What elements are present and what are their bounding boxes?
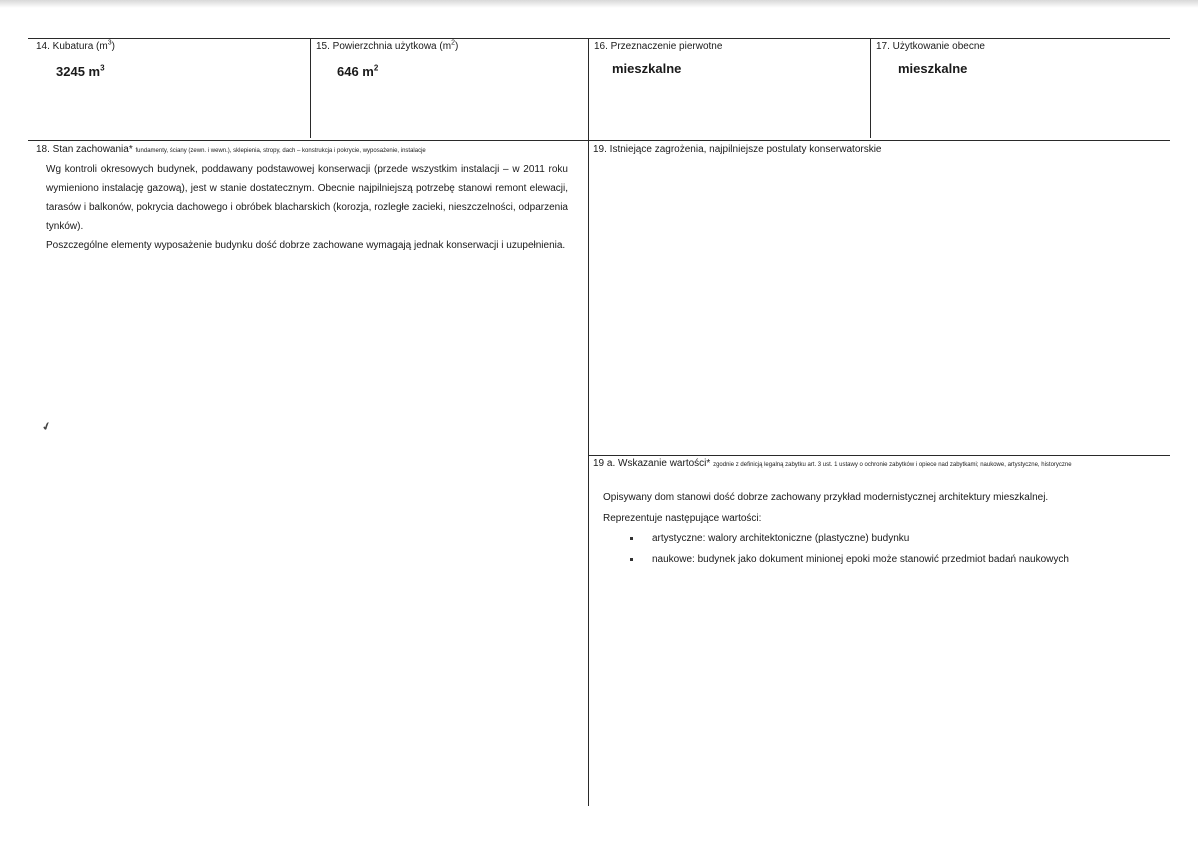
- divider-15-16: [588, 38, 589, 806]
- top-border: [28, 38, 1170, 39]
- field-16-value: mieszkalne: [612, 61, 682, 76]
- field-18-label: 18. Stan zachowania* fundamenty, ściany (zewn. i wewn.), sklepienia, stropy, dach – konstrukcja i pokrycie, wyposażenie, instalacje: [36, 144, 426, 155]
- field-16-label: 16. Przeznaczenie pierwotne: [594, 41, 723, 52]
- list-item: artystyczne: walory architektoniczne (plastyczne) budynku: [630, 528, 1069, 549]
- field-18-paragraph-1: Wg kontroli okresowych budynek, poddawany podstawowej konserwacji (przede wszystkim instalacji – w 2011 roku wymieniono instalację gazową), jest w stanie dostatecznym. Obecnie najpilniejszą potrzebę stanowi remont elewacji, tarasów i balkonów, pokrycia dachowego i obróbek blacharskich (korozja, rozległe zacieki, nieszczelności, odparzenia tynków).: [46, 164, 568, 232]
- field-18-paragraph-2: Poszczególne elementy wyposażenie budynku dość dobrze zachowane wymagają jednak konserwacji i uzupełnienia.: [46, 240, 566, 251]
- field-17-label: 17. Użytkowanie obecne: [876, 41, 985, 52]
- field-19a-label: 19 a. Wskazanie wartości* zgodnie z definicją legalną zabytku art. 3 ust. 1 ustawy o ochronie zabytków i opiece nad zabytkami; naukowe, artystyczne, historyczne: [593, 458, 1072, 469]
- field-19a-text: [603, 487, 1143, 529]
- row-divider: [28, 140, 1170, 141]
- field-15-value: 646 $m^2$: [337, 63, 379, 79]
- values-list: [630, 528, 1069, 570]
- divider-16-17: [870, 38, 871, 138]
- stray-mark: ✔: [40, 419, 54, 435]
- field-19a-paragraph-1: Opisywany dom stanowi dość dobrze zachowany przykład modernistycznej architektury mieszkalnej.: [603, 492, 1049, 503]
- field-19a-hint: zgodnie z definicją legalną zabytku art. 3 ust. 1 ustawy o ochronie zabytków i opiece nad zabytkami; naukowe, artystyczne, historyczne: [713, 462, 1072, 468]
- scan-shadow: [0, 0, 1198, 8]
- field-14-label: 14. Kubatura $(m^3)$: [36, 39, 115, 52]
- field-18-hint: fundamenty, ściany (zewn. i wewn.), sklepienia, stropy, dach – konstrukcja i pokrycie, wyposażenie, instalacje: [135, 148, 426, 154]
- field-18-text: [46, 160, 568, 255]
- divider-14-15: [310, 38, 311, 138]
- list-item: naukowe: budynek jako dokument minionej epoki może stanowić przedmiot badań naukowych: [630, 549, 1069, 570]
- field-14-value: 3245 $m^3$: [56, 63, 105, 79]
- field-19a-paragraph-2: Reprezentuje następujące wartości:: [603, 513, 762, 524]
- field-19-label: 19. Istniejące zagrożenia, najpilniejsze postulaty konserwatorskie: [593, 144, 882, 155]
- field-17-value: mieszkalne: [898, 61, 968, 76]
- section-19a-divider: [588, 455, 1170, 456]
- field-15-label: 15. Powierzchnia użytkowa $(m^2)$: [316, 39, 459, 52]
